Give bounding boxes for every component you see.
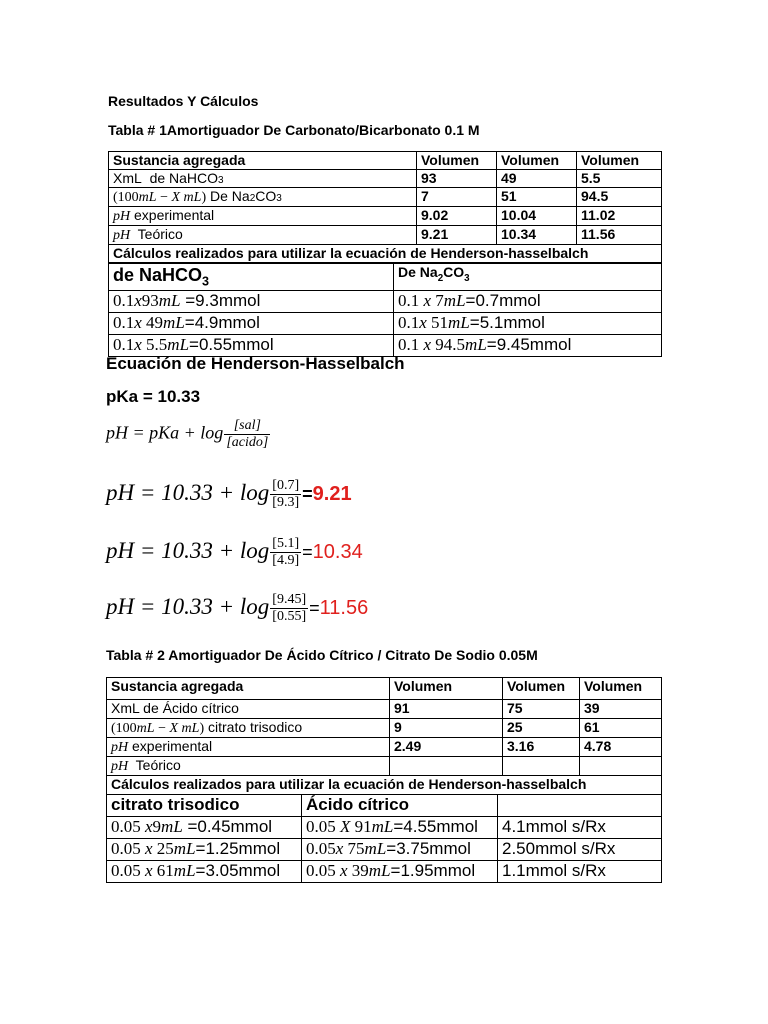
calc-cell: 0.1x93mL =9.3mmol — [109, 291, 394, 313]
table-row — [107, 700, 662, 719]
fraction: $\frac{[9.45]}{[0.55]}$ — [272, 592, 307, 624]
table2-header-cell: Volumen — [580, 678, 662, 700]
table-cell: 3.16 — [503, 738, 580, 757]
fraction: $\frac{[5.1]}{[4.9]}$ — [272, 536, 300, 568]
fraction: $\frac{\text{[sal]}}{\text{[acido]}}$ — [226, 418, 269, 450]
result-value: 10.34 — [312, 540, 363, 563]
table-cell: 7 — [417, 188, 497, 207]
table-cell: 91 — [390, 700, 503, 719]
table-row — [109, 188, 662, 207]
equation-lhs: pH = 10.33 + log — [106, 537, 270, 563]
page-heading: Resultados Y Cálculos — [108, 93, 259, 109]
fraction: $\frac{[0.7]}{[9.3]}$ — [272, 478, 300, 510]
table-row — [109, 170, 662, 188]
table-row — [107, 817, 662, 839]
row-label: pH experimental — [107, 738, 390, 757]
table1-header-cell: Sustancia agregada — [109, 152, 417, 170]
calc-header-empty — [498, 795, 662, 817]
calc-cell: 2.50mmol s/Rx — [498, 839, 662, 861]
table-cell: 10.34 — [497, 226, 577, 245]
table-row — [109, 207, 662, 226]
table1-header-cell: Volumen — [577, 152, 662, 170]
calc-cell: 0.1x 51mL=5.1mmol — [394, 313, 662, 335]
table-row — [109, 226, 662, 245]
equation-calc-3 — [106, 592, 368, 625]
table-row — [109, 313, 662, 335]
table-cell: 2.49 — [390, 738, 503, 757]
calc-cell: 0.05 x 25mL=1.25mmol — [107, 839, 302, 861]
table2-header-row — [107, 678, 662, 700]
table1-header-cell: Volumen — [417, 152, 497, 170]
table-cell: 4.78 — [580, 738, 662, 757]
table2-caption: Tabla # 2 Amortiguador De Ácido Cítrico / Citrato De Sodio 0.05M — [106, 647, 538, 663]
table-row — [109, 291, 662, 313]
pka-value: pKa = 10.33 — [106, 387, 201, 406]
result-value: 11.56 — [319, 596, 369, 619]
equals-sign: = — [302, 483, 313, 504]
table1-header-cell: Volumen — [497, 152, 577, 170]
calc-header-nahco3: de NaHCO$_3$ — [109, 264, 394, 291]
table-cell: 51 — [497, 188, 577, 207]
table2 — [106, 677, 662, 795]
table-cell — [580, 757, 662, 776]
table-cell: 25 — [503, 719, 580, 738]
calc-title-row — [109, 245, 662, 263]
table-cell: 39 — [580, 700, 662, 719]
table-cell: 11.02 — [577, 207, 662, 226]
equation-lhs: pH = 10.33 + log — [106, 593, 270, 619]
table-cell: 49 — [497, 170, 577, 188]
table1-header-row — [109, 152, 662, 170]
table-cell: 75 — [503, 700, 580, 719]
table-row — [107, 757, 662, 776]
table-row — [107, 738, 662, 757]
row-label: (100mL − X mL) citrato trisodico — [107, 719, 390, 738]
table2-header-cell: Volumen — [390, 678, 503, 700]
calc-cell: 1.1mmol s/Rx — [498, 861, 662, 883]
table2-header-cell: Volumen — [503, 678, 580, 700]
general-equation — [106, 418, 271, 451]
table1-caption: Tabla # 1Amortiguador De Carbonato/Bicarbonato 0.1 M — [108, 122, 480, 138]
row-label: XmL de NaHCO3 — [109, 170, 417, 188]
table-cell: 10.04 — [497, 207, 577, 226]
row-label: (100mL − X mL) De Na2CO3 — [109, 188, 417, 207]
row-label: pH Teórico — [107, 757, 390, 776]
table-row — [107, 861, 662, 883]
table-cell — [503, 757, 580, 776]
calc-header-na2co3: De $Na_2CO_3$ — [394, 264, 662, 291]
table-row — [107, 839, 662, 861]
calc-cell: 0.1x 49mL=4.9mmol — [109, 313, 394, 335]
calc-cell: 0.05 x9mL =0.45mmol — [107, 817, 302, 839]
result-value: 9.21 — [312, 482, 352, 505]
table2-calc — [106, 794, 662, 883]
table2-header-cell: Sustancia agregada — [107, 678, 390, 700]
table-cell — [390, 757, 503, 776]
calc-title-row — [107, 776, 662, 795]
calc-title: Cálculos realizados para utilizar la ecuación de Henderson-hasselbalch — [107, 776, 662, 795]
equation-title: Ecuación de Henderson-Hasselbalch — [106, 354, 405, 373]
table1-calc — [108, 263, 662, 357]
calc-cell: 0.1x 5.5mL=0.55mmol — [109, 335, 394, 357]
table-cell: 61 — [580, 719, 662, 738]
equation-lhs: pH = pKa + log — [106, 422, 224, 443]
calc-header-citrato: citrato trisodico — [107, 795, 302, 817]
equation-calc-2 — [106, 536, 363, 569]
calc-cell: 4.1mmol s/Rx — [498, 817, 662, 839]
table-cell: 94.5 — [577, 188, 662, 207]
table-cell: 9 — [390, 719, 503, 738]
calc-header-row — [109, 264, 662, 291]
calc-cell: 0.05 x 39mL=1.95mmol — [302, 861, 498, 883]
table-cell: 11.56 — [577, 226, 662, 245]
calc-cell: 0.1 x 7mL=0.7mmol — [394, 291, 662, 313]
table-row — [107, 719, 662, 738]
table1 — [108, 151, 662, 263]
calc-cell: 0.05 X 91mL=4.55mmol — [302, 817, 498, 839]
calc-cell: 0.05 x 61mL=3.05mmol — [107, 861, 302, 883]
equation-calc-1 — [106, 478, 352, 511]
calc-cell: 0.1 x 94.5mL=9.45mmol — [394, 335, 662, 357]
calc-header-row — [107, 795, 662, 817]
calc-cell: 0.05x 75mL=3.75mmol — [302, 839, 498, 861]
row-label: pH experimental — [109, 207, 417, 226]
equation-lhs: pH = 10.33 + log — [106, 479, 270, 505]
table-cell: 93 — [417, 170, 497, 188]
table-cell: 9.02 — [417, 207, 497, 226]
equals-sign: = — [302, 541, 313, 562]
calc-title: Cálculos realizados para utilizar la ecuación de Henderson-hasselbalch — [109, 245, 662, 263]
row-label: XmL de Ácido cítrico — [107, 700, 390, 719]
row-label: pH Teórico — [109, 226, 417, 245]
calc-header-acido: Ácido cítrico — [302, 795, 498, 817]
table-cell: 9.21 — [417, 226, 497, 245]
equals-sign: = — [309, 597, 320, 618]
table-cell: 5.5 — [577, 170, 662, 188]
